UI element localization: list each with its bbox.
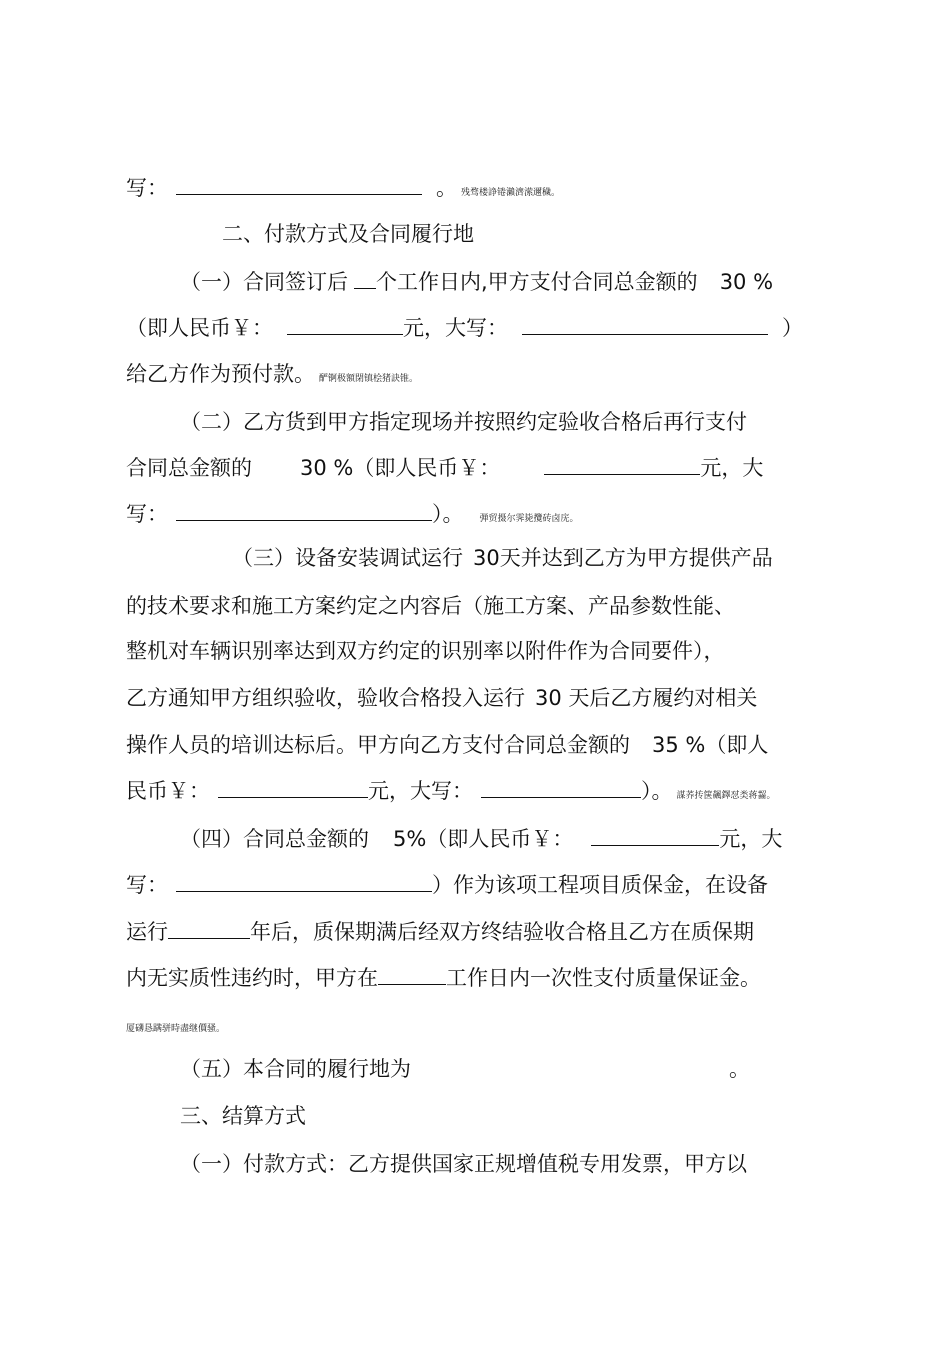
line-9 — [232, 544, 773, 572]
blank-field — [354, 268, 376, 289]
blank-field — [481, 777, 641, 798]
percentage: 30 % — [719, 270, 774, 294]
text: 年后，质保期满后经双方终结验收合格且乙方在质保期 — [250, 920, 754, 944]
text: （即人民币￥： — [126, 316, 273, 340]
line-17 — [126, 918, 754, 946]
text: 给乙方作为预付款。 — [126, 362, 315, 386]
noise-text: 酽锕极額閉镇桧猪訣锥。 — [319, 374, 419, 384]
section-heading — [180, 1102, 306, 1130]
blank-field — [218, 777, 368, 798]
text: （二）乙方货到甲方指定现场并按照约定验收合格后再行支付 — [180, 410, 747, 434]
text: 35 %（即人 — [652, 733, 769, 757]
blank-field — [544, 454, 700, 475]
text: ）。 — [432, 502, 464, 526]
blank-field — [522, 314, 768, 335]
blank-field — [591, 825, 719, 846]
text: （三）设备安装调试运行 — [232, 546, 463, 570]
noise-text: 弾贸摄尔霁毙攬砖卤庑。 — [479, 514, 579, 524]
line-4 — [126, 314, 803, 342]
noise-text: 厦礴恳蹒骈時盡继價骚。 — [126, 1024, 226, 1034]
text: 工作日内一次性支付质量保证金。 — [446, 966, 761, 990]
line-11 — [126, 637, 725, 665]
text: （四）合同总金额的 — [180, 827, 369, 851]
text: 30天并达到乙方为甲方提供产品 — [473, 546, 773, 570]
blank-field — [176, 871, 432, 892]
line-3 — [180, 268, 773, 296]
line-19 — [126, 1010, 225, 1038]
text: 元，大 — [700, 456, 764, 480]
heading-text: 二、付款方式及合同履行地 — [222, 222, 474, 246]
text: ）作为该项工程项目质保金，在设备 — [432, 873, 768, 897]
noise-text: 残骛楼諍锩瀨濟潆邇穢。 — [461, 188, 561, 198]
text: 合同总金额的 — [126, 456, 252, 480]
line-22 — [180, 1150, 747, 1178]
line-18 — [126, 964, 761, 992]
line-15 — [180, 825, 782, 853]
text: 5%（即人民币￥： — [393, 827, 574, 851]
text: 。 — [729, 1057, 750, 1081]
blank-field — [176, 174, 422, 195]
text: 30 天后乙方履约对相关 — [535, 686, 758, 710]
blank-field — [176, 500, 432, 521]
text: 写： — [126, 873, 168, 897]
text: 。 — [436, 176, 457, 200]
heading-text: 三、结算方式 — [180, 1104, 306, 1128]
line-8 — [126, 500, 579, 528]
text: （一）付款方式：乙方提供国家正规增值税专用发票，甲方以 — [180, 1152, 747, 1176]
line-16 — [126, 871, 768, 899]
text: 写： — [126, 502, 168, 526]
text: 民币￥： — [126, 779, 210, 803]
text: 的技术要求和施工方案约定之内容后（施工方案、产品参数性能、 — [126, 594, 735, 618]
blank-field — [378, 964, 446, 985]
text: 写： — [126, 176, 168, 200]
text: 元，大 — [719, 827, 783, 851]
line-5 — [126, 360, 418, 388]
text: （一）合同签订后 — [180, 270, 348, 294]
text: ）。 — [641, 779, 673, 803]
text: ） — [782, 316, 803, 340]
line-12 — [126, 684, 757, 712]
line-6 — [180, 408, 747, 436]
text: 整机对车辆识别率达到双方约定的识别率以附件作为合同要件）， — [126, 639, 725, 663]
line-20 — [180, 1055, 750, 1083]
line-10 — [126, 592, 735, 620]
line-13 — [126, 731, 768, 759]
text: 个工作日内,甲方支付合同总金额的 — [376, 270, 698, 294]
blank-field — [168, 918, 250, 939]
text: 操作人员的培训达标后。甲方向乙方支付合同总金额的 — [126, 733, 630, 757]
text: 内无实质性违约时，甲方在 — [126, 966, 378, 990]
noise-text: 謀荞抟箧飆鐸怼类蒋齧。 — [676, 791, 776, 801]
section-heading — [222, 220, 474, 248]
text: 元，大写： — [368, 779, 473, 803]
line-1 — [126, 174, 560, 202]
text: 运行 — [126, 920, 168, 944]
text: （五）本合同的履行地为 — [180, 1057, 411, 1081]
text: 元，大写： — [403, 316, 508, 340]
text: 30 %（即人民币￥： — [300, 456, 501, 480]
blank-field — [287, 314, 403, 335]
line-7 — [126, 454, 763, 482]
text: 乙方通知甲方组织验收，验收合格投入运行 — [126, 686, 525, 710]
line-14 — [126, 777, 776, 805]
